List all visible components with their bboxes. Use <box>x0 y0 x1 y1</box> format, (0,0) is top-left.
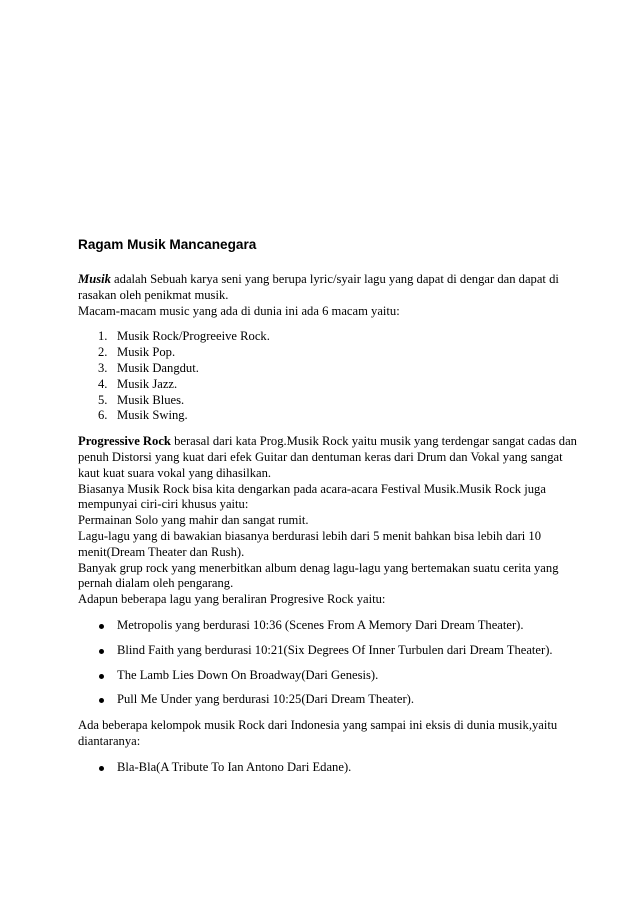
progressive-trait-solo: Permainan Solo yang mahir dan sangat rumit. <box>78 513 309 528</box>
list-item <box>78 393 578 409</box>
list-item-label: Pull Me Under yang berdurasi 10:25(Dari Dream Theater). <box>117 692 415 707</box>
bullet-icon <box>99 674 104 679</box>
list-item <box>78 618 578 634</box>
list-item <box>78 408 578 424</box>
list-item-label: Musik Pop. <box>117 345 176 360</box>
list-number: 5. <box>98 392 108 407</box>
list-item <box>78 760 578 776</box>
list-number: 6. <box>98 408 108 423</box>
bullet-icon <box>99 766 104 771</box>
song-list <box>78 618 578 708</box>
list-item-label: Musik Jazz. <box>117 376 178 391</box>
bullet-icon <box>99 649 104 654</box>
list-item <box>78 377 578 393</box>
document-body <box>78 236 578 776</box>
intro-lead-term: Musik <box>78 272 111 286</box>
list-item-label: Blind Faith yang berdurasi 10:21(Six Degrees Of Inner Turbulen dari Dream Theater). <box>117 642 553 657</box>
list-number: 2. <box>98 345 108 360</box>
list-item <box>78 329 578 345</box>
list-item-label: Musik Dangdut. <box>117 360 199 375</box>
list-number: 4. <box>98 376 108 391</box>
progressive-lead-term: Progressive Rock <box>78 434 171 449</box>
document-title: Ragam Musik Mancanegara <box>78 237 257 252</box>
progressive-songs-intro: Adapun beberapa lagu yang beraliran Progresive Rock yaitu: <box>78 592 386 607</box>
genre-list <box>78 329 578 424</box>
list-item <box>78 361 578 377</box>
intro-line-2: Macam-macam music yang ada di dunia ini ada 6 macam yaitu: <box>78 303 400 318</box>
progressive-text: berasal dari kata Prog.Musik Rock yaitu musik yang terdengar sangat cadas dan penuh Distorsi yang kuat dari efek Guitar dan dentuman keras dari Drum dan Vokal yang sangat kaut kuat suara vokal yang dihasilkan. <box>78 434 577 480</box>
list-item-label: Musik Rock/Progreeive Rock. <box>117 329 270 344</box>
list-item-label: Musik Swing. <box>117 408 188 423</box>
progressive-festival-text: Biasanya Musik Rock bisa kita dengarkan pada acara-acara Festival Musik.Musik Rock juga mempunyai ciri-ciri khusus yaitu: <box>78 481 546 512</box>
intro-paragraph <box>78 272 578 304</box>
indonesia-intro: Ada beberapa kelompok musik Rock dari Indonesia yang sampai ini eksis di dunia musik,yaitu diantaranya: <box>78 718 558 748</box>
list-number: 3. <box>98 360 108 375</box>
list-item <box>78 668 578 684</box>
list-item-label: Bla-Bla(A Tribute To Ian Antono Dari Edane). <box>117 759 352 774</box>
list-item-label: The Lamb Lies Down On Broadway(Dari Genesis). <box>117 667 379 682</box>
list-item <box>78 643 578 659</box>
intro-text: adalah Sebuah karya seni yang berupa lyric/syair lagu yang dapat di dengar dan dapat di rasakan oleh penikmat musik. <box>78 272 559 302</box>
bullet-icon <box>99 698 104 703</box>
progressive-trait-album: Banyak grup rock yang menerbitkan album denag lagu-lagu yang bertemakan suatu cerita yang pernah dialam oleh pengarang. <box>78 560 559 591</box>
list-item <box>78 692 578 708</box>
list-number: 1. <box>98 329 108 344</box>
bullet-icon <box>99 624 104 629</box>
list-item-label: Musik Blues. <box>117 392 185 407</box>
progressive-trait-duration: Lagu-lagu yang di bawakian biasanya berdurasi lebih dari 5 menit bahkan bisa lebih dari 10 menit(Dream Theater dan Rush). <box>78 528 542 559</box>
list-item <box>78 345 578 361</box>
list-item-label: Metropolis yang berdurasi 10:36 (Scenes From A Memory Dari Dream Theater). <box>117 617 524 632</box>
indonesia-band-list <box>78 760 578 776</box>
progressive-paragraph <box>78 434 578 481</box>
